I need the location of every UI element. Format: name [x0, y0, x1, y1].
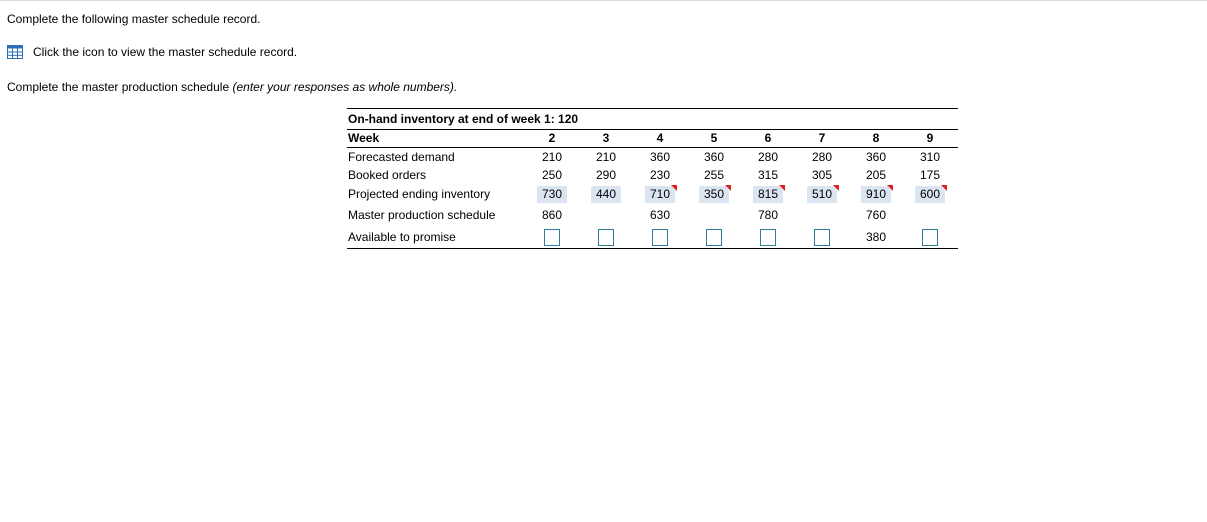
view-record-text: Click the icon to view the master schedule record.	[33, 45, 298, 59]
projected-ending-inventory-value: 350	[703, 187, 725, 201]
week-label: Week	[348, 131, 380, 145]
instruction-main-text: Complete the master production schedule	[7, 80, 233, 94]
top-divider	[0, 0, 1207, 1]
booked-orders-value: 205	[865, 168, 887, 182]
week-number: 9	[926, 131, 934, 145]
week-number: 6	[764, 131, 772, 145]
projected-ending-inventory-answer[interactable]	[591, 186, 621, 203]
available-to-promise-value: 380	[865, 230, 887, 244]
master-production-schedule-value: 860	[541, 208, 563, 222]
projected-ending-inventory-answer[interactable]	[645, 186, 675, 203]
forecasted-demand-value: 280	[757, 150, 779, 164]
projected-ending-inventory-row	[347, 184, 958, 205]
booked-orders-value: 290	[595, 168, 617, 182]
projected-ending-inventory-answer[interactable]	[861, 186, 891, 203]
projected-ending-inventory-answer[interactable]	[699, 186, 729, 203]
week-number: 2	[548, 131, 556, 145]
projected-ending-inventory-answer[interactable]	[753, 186, 783, 203]
booked-orders-value: 315	[757, 168, 779, 182]
instruction-complete-mps	[7, 80, 457, 94]
master-schedule-table	[347, 108, 958, 249]
available-to-promise-input[interactable]	[760, 229, 776, 246]
incorrect-flag-icon	[671, 185, 677, 191]
forecasted-demand-value: 360	[703, 150, 725, 164]
projected-ending-inventory-value: 440	[595, 187, 617, 201]
forecasted-demand-value: 360	[649, 150, 671, 164]
forecasted-demand-value: 210	[595, 150, 617, 164]
projected-ending-inventory-value: 710	[649, 187, 671, 201]
instruction-complete-record: Complete the following master schedule record.	[7, 12, 261, 26]
projected-ending-inventory-value: 910	[865, 187, 887, 201]
projected-ending-inventory-value: 815	[757, 187, 779, 201]
instruction-italic-text: (enter your responses as whole numbers).	[232, 80, 458, 94]
week-number: 8	[872, 131, 880, 145]
grid-table-icon[interactable]	[7, 45, 23, 59]
projected-ending-inventory-value: 510	[811, 187, 833, 201]
forecasted-demand-row	[347, 148, 958, 166]
booked-orders-value: 255	[703, 168, 725, 182]
available-to-promise-label: Available to promise	[348, 230, 456, 244]
available-to-promise-input[interactable]	[652, 229, 668, 246]
projected-ending-inventory-answer[interactable]	[915, 186, 945, 203]
booked-orders-value: 250	[541, 168, 563, 182]
projected-ending-inventory-label: Projected ending inventory	[348, 187, 491, 201]
on-hand-inventory-title: On-hand inventory at end of week 1: 120	[347, 108, 958, 129]
forecasted-demand-value: 310	[919, 150, 941, 164]
available-to-promise-input[interactable]	[598, 229, 614, 246]
incorrect-flag-icon	[725, 185, 731, 191]
available-to-promise-input[interactable]	[706, 229, 722, 246]
projected-ending-inventory-answer[interactable]	[537, 186, 567, 203]
forecasted-demand-label: Forecasted demand	[348, 150, 455, 164]
master-production-schedule-row	[347, 205, 958, 226]
projected-ending-inventory-answer[interactable]	[807, 186, 837, 203]
incorrect-flag-icon	[779, 185, 785, 191]
booked-orders-value: 175	[919, 168, 941, 182]
week-number: 7	[818, 131, 826, 145]
available-to-promise-input[interactable]	[814, 229, 830, 246]
projected-ending-inventory-value: 600	[919, 187, 941, 201]
forecasted-demand-value: 210	[541, 150, 563, 164]
booked-orders-row	[347, 166, 958, 184]
available-to-promise-input[interactable]	[922, 229, 938, 246]
instruction-view-record	[7, 45, 297, 59]
incorrect-flag-icon	[833, 185, 839, 191]
forecasted-demand-value: 280	[811, 150, 833, 164]
master-production-schedule-value: 780	[757, 208, 779, 222]
week-number: 3	[602, 131, 610, 145]
master-production-schedule-value: 630	[649, 208, 671, 222]
week-number: 4	[656, 131, 664, 145]
available-to-promise-row	[347, 226, 958, 249]
booked-orders-value: 305	[811, 168, 833, 182]
week-number: 5	[710, 131, 718, 145]
projected-ending-inventory-value: 730	[541, 187, 563, 201]
incorrect-flag-icon	[941, 185, 947, 191]
incorrect-flag-icon	[887, 185, 893, 191]
master-production-schedule-label: Master production schedule	[348, 208, 496, 222]
available-to-promise-input[interactable]	[544, 229, 560, 246]
booked-orders-label: Booked orders	[348, 168, 427, 182]
booked-orders-value: 230	[649, 168, 671, 182]
forecasted-demand-value: 360	[865, 150, 887, 164]
week-header-row	[347, 129, 958, 148]
master-production-schedule-value: 760	[865, 208, 887, 222]
